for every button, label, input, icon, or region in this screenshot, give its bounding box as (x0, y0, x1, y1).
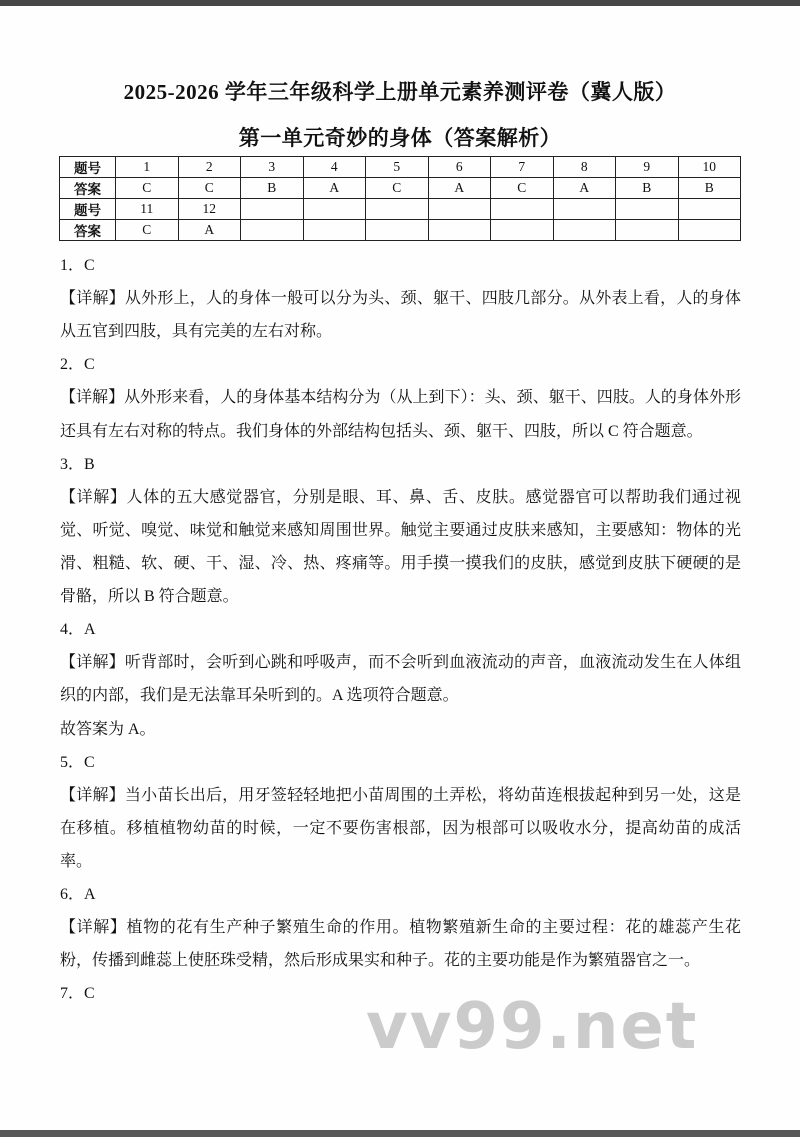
answer-cell (303, 220, 366, 241)
page-title: 2025-2026 学年三年级科学上册单元素养测评卷（冀人版） (123, 80, 677, 104)
answer-cell: 1 (116, 157, 179, 178)
answer-cell (491, 220, 554, 241)
solution-block-7 (60, 977, 741, 1010)
row-label-cell: 答案 (60, 178, 116, 199)
answer-cell (616, 199, 679, 220)
answer-cell: A (428, 178, 491, 199)
solution-block-4 (60, 613, 741, 745)
answer-cell (616, 220, 679, 241)
solution-number: 6．A (60, 886, 96, 904)
answer-cell: 2 (178, 157, 241, 178)
solution-number: 3．B (60, 455, 95, 473)
solution-detail: 【详解】听背部时，会听到心跳和呼吸声，而不会听到血液流动的声音，血液流动发生在人体组织的内部，我们是无法靠耳朵听到的。A 选项符合题意。 (60, 654, 741, 705)
answer-cell: C (366, 178, 429, 199)
page-edge-top (0, 0, 800, 6)
answer-cell (678, 220, 741, 241)
solution-block-3 (60, 448, 741, 614)
answer-cell: B (678, 178, 741, 199)
answer-cell: 8 (553, 157, 616, 178)
answer-cell: A (178, 220, 241, 241)
solution-number: 4．A (60, 621, 96, 639)
row-label-cell: 题号 (60, 199, 116, 220)
answer-cell: 6 (428, 157, 491, 178)
answer-cell (366, 220, 429, 241)
solution-number: 1．C (60, 257, 95, 274)
answer-cell (241, 220, 304, 241)
solution-number: 2．C (60, 356, 95, 374)
answer-cell: A (553, 178, 616, 199)
answer-cell: B (241, 178, 304, 199)
answer-cell (678, 199, 741, 220)
solution-detail: 【详解】从外形上，人的身体一般可以分为头、颈、躯干、四肢几部分。从外表上看，人的身体从五官到四肢，具有完美的左右对称。 (60, 290, 741, 341)
answer-cell: 3 (241, 157, 304, 178)
answer-cell: 4 (303, 157, 366, 178)
answer-cell: 11 (116, 199, 179, 220)
solution-detail: 【详解】植物的花有生产种子繁殖生命的作用。植物繁殖新生命的主要过程：花的雄蕊产生花粉，传播到雌蕊上使胚珠受精，然后形成果实和种子。花的主要功能是作为繁殖器官之一。 (60, 919, 741, 970)
answer-cell (366, 199, 429, 220)
watermark: vv99.net (366, 990, 699, 1064)
answer-cell: 5 (366, 157, 429, 178)
answer-cell: C (491, 178, 554, 199)
table-row (60, 220, 741, 241)
answer-cell: B (616, 178, 679, 199)
answer-cell (303, 199, 366, 220)
answer-table (59, 156, 741, 241)
solution-detail: 【详解】从外形来看，人的身体基本结构分为（从上到下）：头、颈、躯干、四肢。人的身体外形还具有左右对称的特点。我们身体的外部结构包括头、颈、躯干、四肢，所以 C 符合题意。 (60, 389, 741, 440)
row-label-cell: 题号 (60, 157, 116, 178)
solution-block-6 (60, 878, 741, 977)
page-edge-bottom (0, 1130, 800, 1137)
answer-cell: A (303, 178, 366, 199)
solution-number: 7．C (60, 985, 95, 1003)
solutions-section (60, 249, 741, 1011)
answer-cell: C (116, 220, 179, 241)
solution-detail: 【详解】当小苗长出后，用牙签轻轻地把小苗周围的土弄松，将幼苗连根拔起种到另一处，这是在移植。移植植物幼苗的时候，一定不要伤害根部，因为根部可以吸收水分，提高幼苗的成活率。 (60, 786, 741, 870)
answer-cell (241, 199, 304, 220)
solution-block-2 (60, 348, 741, 447)
solution-conclusion: 故答案为 A。 (60, 720, 156, 738)
answer-cell: 12 (178, 199, 241, 220)
answer-cell (553, 199, 616, 220)
answer-cell: 10 (678, 157, 741, 178)
page-subtitle: 第一单元奇妙的身体（答案解析） (238, 126, 562, 150)
answer-cell (553, 220, 616, 241)
answer-cell: 7 (491, 157, 554, 178)
answer-cell: 9 (616, 157, 679, 178)
table-row (60, 178, 741, 199)
answer-cell (428, 220, 491, 241)
table-row (60, 199, 741, 220)
answer-cell (491, 199, 554, 220)
row-label-cell: 答案 (60, 220, 116, 241)
answer-cell: C (116, 178, 179, 199)
solution-block-1 (60, 249, 741, 348)
table-row (60, 157, 741, 178)
answer-cell: C (178, 178, 241, 199)
answer-cell (428, 199, 491, 220)
solution-block-5 (60, 746, 741, 878)
solution-detail: 【详解】人体的五大感觉器官，分别是眼、耳、鼻、舌、皮肤。感觉器官可以帮助我们通过视觉、听觉、嗅觉、味觉和触觉来感知周围世界。触觉主要通过皮肤来感知，主要感知：物体的光滑、粗糙、软、硬、干、湿、冷、热、疼痛等。用手摸一摸我们的皮肤，感觉到皮肤下硬硬的是骨骼，所以 B 符合题意。 (60, 488, 741, 606)
solution-number: 5．C (60, 753, 95, 771)
